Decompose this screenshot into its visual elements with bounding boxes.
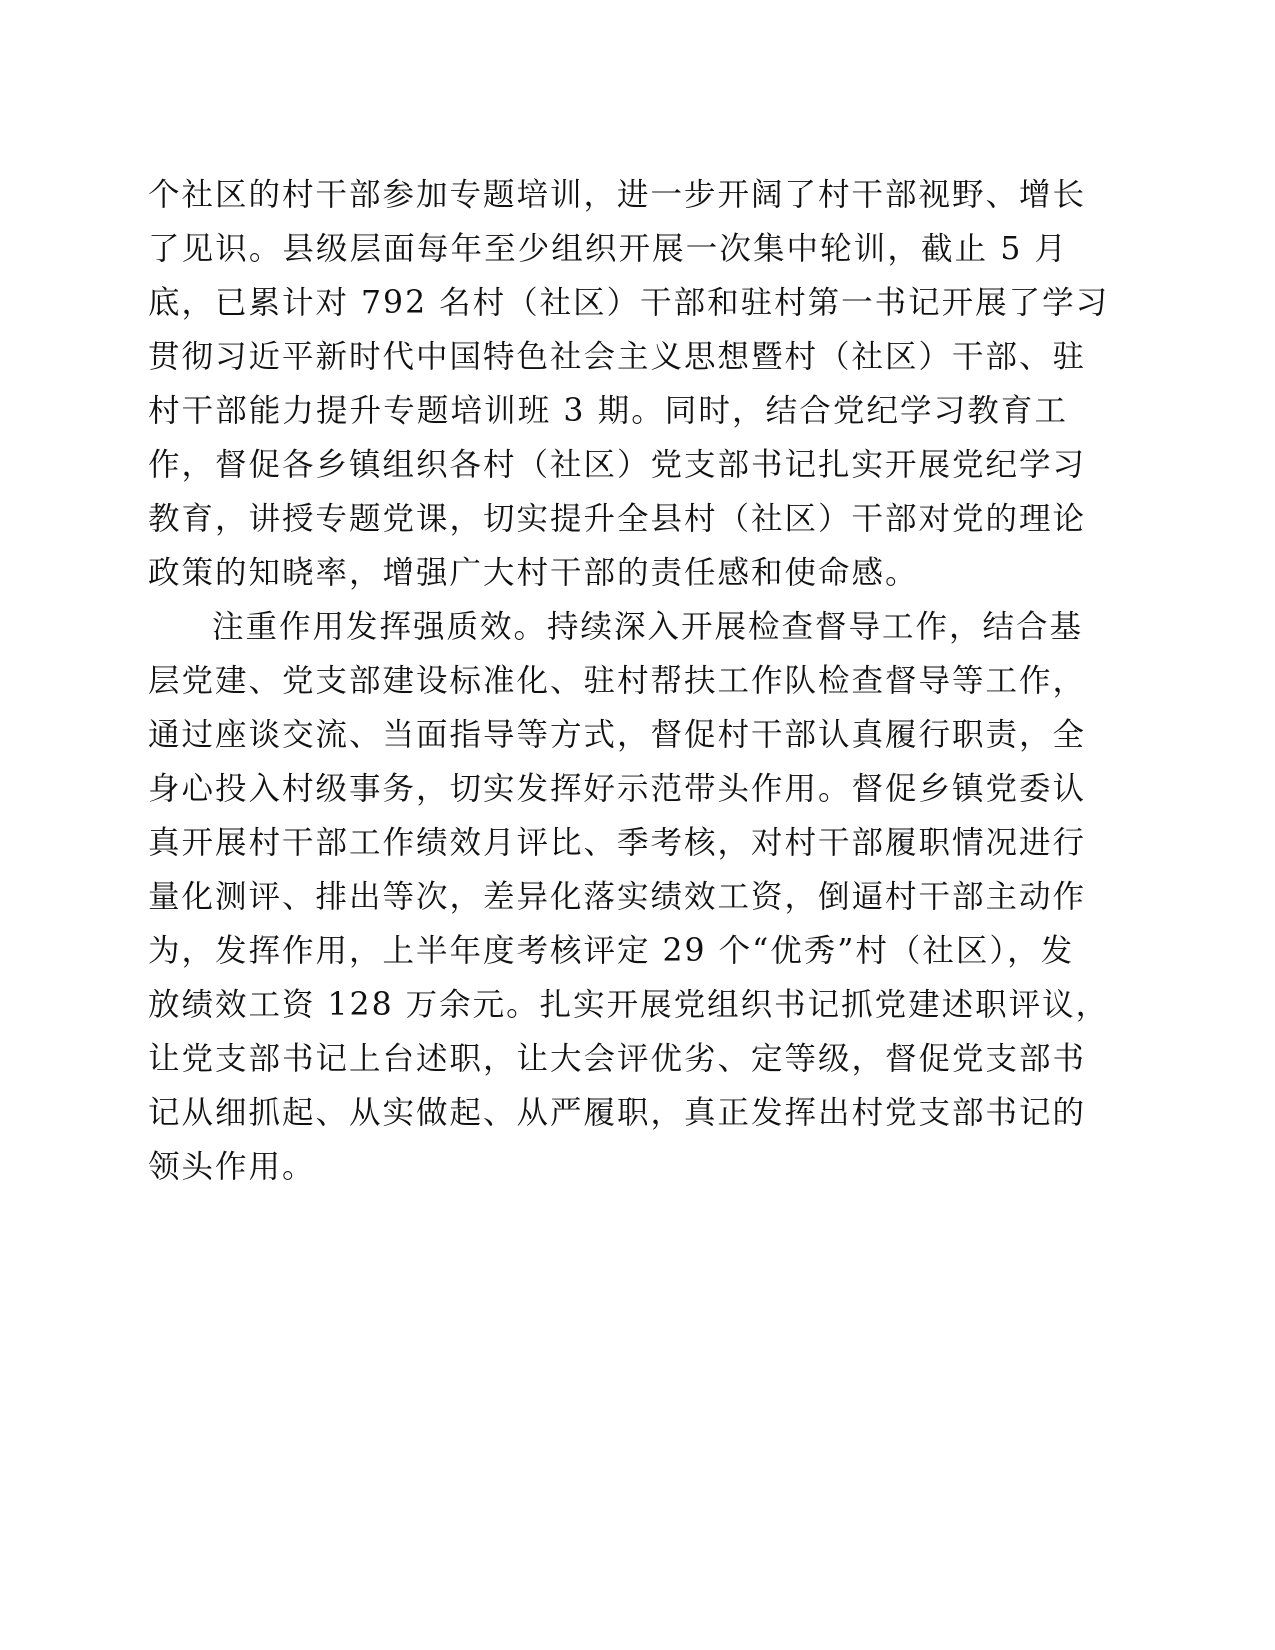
text-line: 让党支部书记上台述职，让大会评优劣、定等级，督促党支部书: [148, 1041, 1087, 1077]
paragraph-1: [148, 168, 1110, 600]
text-line: 底，已累计对 792 名村（社区）干部和驻村第一书记开展了学习: [148, 285, 1110, 321]
body-text: [148, 168, 1110, 1194]
text-line: 作，督促各乡镇组织各村（社区）党支部书记扎实开展党纪学习: [148, 447, 1087, 483]
text-line: 通过座谈交流、当面指导等方式，督促村干部认真履行职责，全: [148, 717, 1087, 753]
text-line: 量化测评、排出等次，差异化落实绩效工资，倒逼村干部主动作: [148, 879, 1087, 915]
text-line: 贯彻习近平新时代中国特色社会主义思想暨村（社区）干部、驻: [148, 339, 1087, 375]
text-line: 身心投入村级事务，切实发挥好示范带头作用。督促乡镇党委认: [148, 771, 1087, 807]
text-line: 层党建、党支部建设标准化、驻村帮扶工作队检查督导等工作，: [148, 663, 1087, 699]
text-line: 村干部能力提升专题培训班 3 期。同时，结合党纪学习教育工: [148, 393, 1068, 429]
text-line: 放绩效工资 128 万余元。扎实开展党组织书记抓党建述职评议，: [148, 987, 1110, 1023]
text-line: 记从细抓起、从实做起、从严履职，真正发挥出村党支部书记的: [148, 1095, 1087, 1131]
text-line: 个社区的村干部参加专题培训，进一步开阔了村干部视野、增长: [148, 177, 1087, 213]
text-line-first: 注重作用发挥强质效。持续深入开展检查督导工作，结合基: [212, 609, 1084, 645]
paragraph-2: [148, 600, 1110, 1194]
text-line: 教育，讲授专题党课，切实提升全县村（社区）干部对党的理论: [148, 501, 1087, 537]
text-line: 为，发挥作用，上半年度考核评定 29 个“优秀”村（社区），发: [148, 933, 1075, 969]
text-line: 真开展村干部工作绩效月评比、季考核，对村干部履职情况进行: [148, 825, 1087, 861]
text-line-last: 政策的知晓率，增强广大村干部的责任感和使命感。: [148, 555, 919, 591]
text-line: 了见识。县级层面每年至少组织开展一次集中轮训，截止 5 月: [148, 231, 1068, 267]
text-line-last: 领头作用。: [148, 1149, 316, 1185]
